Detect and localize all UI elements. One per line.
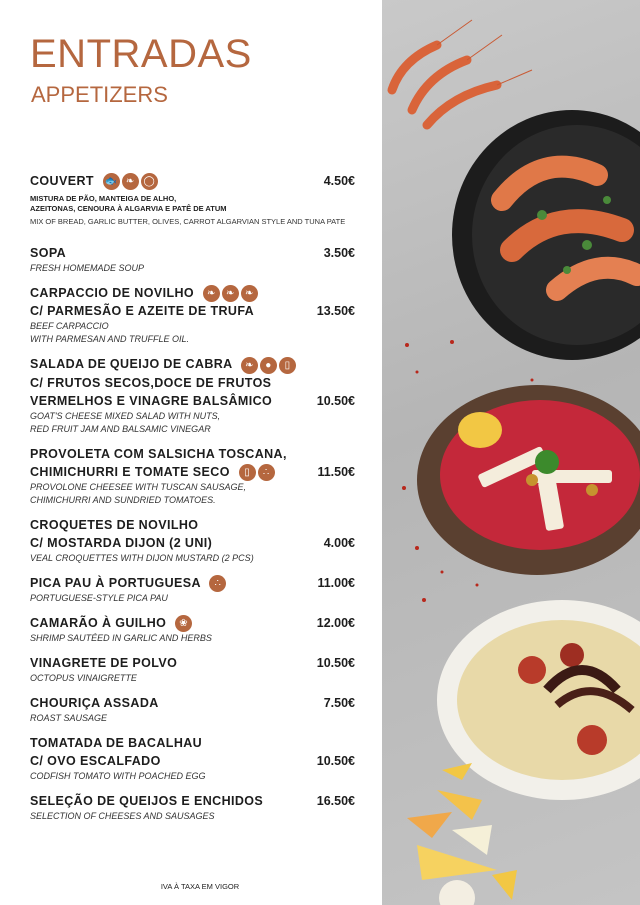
menu-item-tomatada <box>30 734 355 783</box>
item-description: GOAT'S CHEESE MIXED SALAD WITH NUTS, <box>30 410 221 421</box>
item-name: CROQUETES DE NOVILHO <box>30 517 199 532</box>
menu-item-chourica <box>30 694 355 725</box>
item-name: C/ OVO ESCALFADO <box>30 754 161 769</box>
item-description: FRESH HOMEMADE SOUP <box>30 263 145 274</box>
item-price: 10.50€ <box>316 656 355 671</box>
gluten-icon: ❧ <box>203 285 220 302</box>
item-price: 4.50€ <box>323 174 355 189</box>
item-name: C/ MOSTARDA DIJON (2 UNI) <box>30 535 213 550</box>
item-description: BEEF CARPACCIO <box>30 321 109 332</box>
item-price: 11.50€ <box>317 464 355 479</box>
item-description: CHIMICHURRI AND SUNDRIED TOMATOES. <box>30 494 216 505</box>
menu-list <box>30 172 355 832</box>
menu-item-croquetes <box>30 516 355 565</box>
item-name: CHOURIÇA ASSADA <box>30 696 159 711</box>
item-description: SHRIMP SAUTÉED IN GARLIC AND HERBS <box>30 633 212 644</box>
item-price: 10.50€ <box>316 754 355 769</box>
page-subtitle: APPETIZERS <box>31 82 168 107</box>
item-name: PICA PAU À PORTUGUESA <box>30 575 201 590</box>
item-name: CARPACCIO DE NOVILHO <box>30 286 195 301</box>
menu-item-picapau <box>30 574 355 605</box>
page-title: ENTRADAS <box>30 32 252 76</box>
gluten-icon: ❧ <box>241 285 258 302</box>
menu-item-salada <box>30 355 355 435</box>
mustard-icon: ∴ <box>209 575 226 592</box>
menu-item-carpaccio <box>30 284 355 346</box>
item-description: ROAST SAUSAGE <box>30 713 108 724</box>
item-name: TOMATADA DE BACALHAU <box>30 736 203 751</box>
allergen-icons <box>175 615 192 632</box>
item-price: 12.00€ <box>316 616 355 631</box>
item-price: 16.50€ <box>316 794 355 809</box>
item-description-pt: MISTURA DE PÃO, MANTEIGA DE ALHO, <box>30 194 177 204</box>
item-description: OCTOPUS VINAIGRETTE <box>30 673 137 684</box>
item-name: SALADA DE QUEIJO DE CABRA <box>30 357 233 372</box>
food-illustration <box>382 0 640 905</box>
item-price: 4.00€ <box>323 535 355 550</box>
menu-item-selecao <box>30 792 355 823</box>
gluten-icon: ❧ <box>122 173 139 190</box>
item-description-en: MIX OF BREAD, GARLIC BUTTER, OLIVES, CARROT ALGARVIAN STYLE AND TUNA PATE <box>30 217 346 227</box>
menu-item-sopa <box>30 244 355 275</box>
item-description: PROVOLONE CHEESEE WITH TUSCAN SAUSAGE, <box>30 481 247 492</box>
item-name: CHIMICHURRI E TOMATE SECO <box>30 464 230 479</box>
item-price: 3.50€ <box>323 246 355 261</box>
allergen-icons <box>239 464 275 481</box>
item-name: SOPA <box>30 246 67 261</box>
item-description: VEAL CROQUETTES WITH DIJON MUSTARD (2 PCS) <box>30 552 254 563</box>
gluten-icon: ❧ <box>241 357 258 374</box>
item-name: CAMARÃO À GUILHO <box>30 616 167 631</box>
milk-icon: ▯ <box>279 357 296 374</box>
crustacean-icon: ❀ <box>175 615 192 632</box>
carpaccio-plate-image <box>417 385 640 575</box>
nuts-icon: ● <box>260 357 277 374</box>
item-description: WITH PARMESAN AND TRUFFLE OIL. <box>30 334 190 345</box>
item-description: CODFISH TOMATO WITH POACHED EGG <box>30 771 206 782</box>
menu-item-vinagrete <box>30 654 355 685</box>
menu-item-provoleta <box>30 445 355 507</box>
menu-item-couvert <box>30 172 355 227</box>
item-name: C/ FRUTOS SECOS,DOCE DE FRUTOS <box>30 375 272 390</box>
item-name: COUVERT <box>30 174 94 188</box>
item-name: PROVOLETA COM SALSICHA TOSCANA, <box>30 446 287 461</box>
item-name: SELEÇÃO DE QUEIJOS E ENCHIDOS <box>30 794 264 809</box>
allergen-icons <box>203 285 258 302</box>
item-price: 10.50€ <box>316 393 355 408</box>
shrimp-pan-image <box>452 110 640 360</box>
egg-icon: ◯ <box>141 173 158 190</box>
item-price: 13.50€ <box>316 304 355 319</box>
allergen-icons <box>241 357 296 374</box>
raw-shrimp-image <box>392 45 497 125</box>
gluten-icon: ❧ <box>222 285 239 302</box>
allergen-icons <box>103 173 158 190</box>
item-price: 7.50€ <box>323 696 355 711</box>
item-name: VERMELHOS E VINAGRE BALSÂMICO <box>30 393 273 408</box>
fish-icon: 🐟 <box>103 173 120 190</box>
mustard-icon: ∴ <box>258 464 275 481</box>
item-description: RED FRUIT JAM AND BALSAMIC VINEGAR <box>30 423 211 434</box>
item-name: VINAGRETE DE POLVO <box>30 656 178 671</box>
item-price: 11.00€ <box>317 576 355 591</box>
item-description-pt: AZEITONAS, CENOURA À ALGARVIA E PATÊ DE ATUM <box>30 204 227 214</box>
menu-item-camarao <box>30 614 355 645</box>
item-name: C/ PARMESÃO E AZEITE DE TRUFA <box>30 304 255 319</box>
milk-icon: ▯ <box>239 464 256 481</box>
item-description: SELECTION OF CHEESES AND SAUSAGES <box>30 811 215 822</box>
allergen-icons <box>209 575 226 592</box>
tax-note: IVA À TAXA EM VIGOR <box>160 882 240 891</box>
food-photo-panel <box>382 0 640 905</box>
item-description: PORTUGUESE-STYLE PICA PAU <box>30 593 168 604</box>
